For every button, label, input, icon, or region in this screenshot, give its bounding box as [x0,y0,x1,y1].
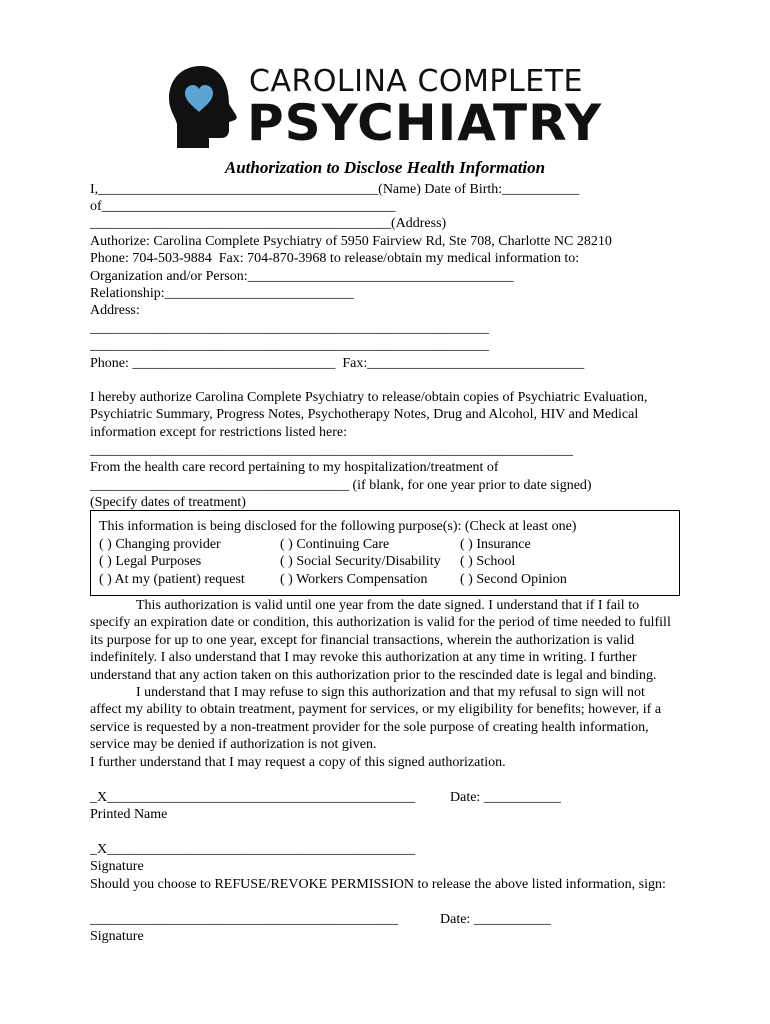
purpose-insurance[interactable]: ( ) Insurance [460,537,531,552]
refuse-instruction: Should you choose to REFUSE/REVOKE PERMISSION to release the above listed information, sign: [90,877,666,892]
purpose-workers-comp[interactable]: ( ) Workers Compensation [280,572,428,587]
page-title: Authorization to Disclose Health Information [224,158,546,177]
authorize-paragraph: I hereby authorize Carolina Complete Psychiatry to release/obtain copies of Psychiatric Evaluation, Psychiatric Summary, Progress Notes, Psychotherapy Notes, Drug and Alcohol, HIV and Medical information except for restrictions listed here: [90,390,648,440]
refuse-signature-label: Signature [90,929,144,944]
signature-field[interactable]: _X____________________________________________ [90,842,416,857]
purpose-social-security[interactable]: ( ) Social Security/Disability [280,554,441,569]
validity-text: This authorization is valid until one year from the date signed. I understand that if I fail to specify an expiration date or condition, this authorization is valid for the period of time needed to fulfill its purpose for up to one year, except for financial transactions, wherein the authorization is valid indefinitely. I also understand that I may revoke this authorization at any time in writing. I further understand that any action taken on this authorization prior to the rescinded date is legal and binding. [90,598,671,683]
purpose-continuing-care[interactable]: ( ) Continuing Care [280,537,390,552]
signature-label: Signature [90,859,144,874]
purpose-legal[interactable]: ( ) Legal Purposes [99,554,202,569]
address-label: Address: [90,303,140,318]
purpose-second-opinion[interactable]: ( ) Second Opinion [460,572,567,587]
of-field[interactable]: of__________________________________________ [90,199,396,214]
purpose-patient-request[interactable]: ( ) At my (patient) request [99,572,245,587]
record-text: From the health care record pertaining to my hospitalization/treatment of [90,460,499,475]
refusal-paragraph [90,684,680,754]
name-dob-field[interactable]: I,________________________________________(Name) Date of Birth:___________ [90,182,580,197]
logo-line-1: CAROLINA COMPLETE [249,64,583,99]
purpose-changing-provider[interactable]: ( ) Changing provider [99,537,221,552]
printed-name-label: Printed Name [90,807,168,822]
purpose-box [90,510,680,596]
company-logo [165,64,615,154]
address-blank-1[interactable]: _________________________________________________________ [90,321,489,336]
purpose-school[interactable]: ( ) School [460,554,516,569]
address-blank-2[interactable]: _________________________________________________________ [90,338,489,353]
address-field[interactable]: ___________________________________________(Address) [90,216,447,231]
printed-date-field[interactable]: Date: ___________ [450,790,561,805]
copy-text: I further understand that I may request a copy of this signed authorization. [90,755,506,770]
phone-fax-field[interactable]: Phone: _____________________________ Fax:_______________________________ [90,356,585,371]
logo-line-2: PSYCHIATRY [247,94,603,152]
head-heart-icon [165,64,239,150]
restrictions-field[interactable]: _____________________________________________________________________ [90,443,573,458]
purpose-heading: This information is being disclosed for the following purpose(s): (Check at least one) [99,519,577,534]
refuse-date-field[interactable]: Date: ___________ [440,912,551,927]
validity-paragraph [90,597,680,684]
relationship-field[interactable]: Relationship:___________________________ [90,286,354,301]
organization-field[interactable]: Organization and/or Person:______________________________________ [90,269,514,284]
refusal-text: I understand that I may refuse to sign this authorization and that my refusal to sign will not affect my ability to obtain treatment, payment for services, or my eligibility for benefits; however, if a service is requested by a non-treatment provider for the sole purpose of creating health information, service may be denied if authorization is not given. [90,685,662,753]
printed-name-field[interactable]: _X____________________________________________ [90,790,416,805]
phone-fax-text: Phone: 704-503-9884 Fax: 704-870-3968 to release/obtain my medical information to: [90,251,580,266]
treatment-dates-field[interactable]: _____________________________________ (if blank, for one year prior to date signed) [90,478,592,493]
authorize-text: Authorize: Carolina Complete Psychiatry of 5950 Fairview Rd, Ste 708, Charlotte NC 28210 [90,234,612,249]
treatment-dates-label: (Specify dates of treatment) [90,495,246,510]
refuse-signature-field[interactable]: ____________________________________________ [90,912,398,927]
